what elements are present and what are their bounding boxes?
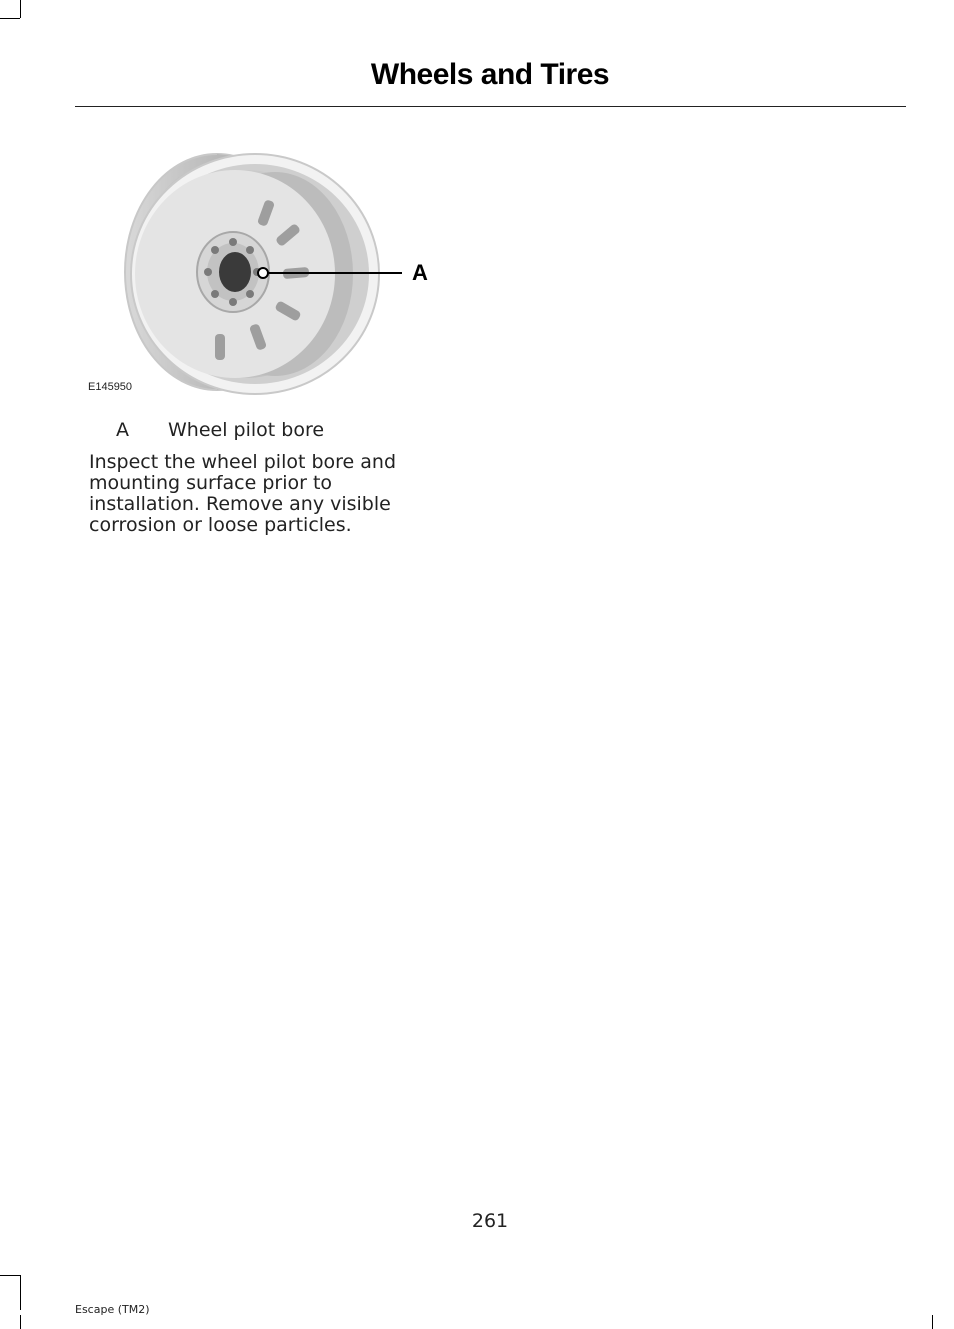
crop-mark-top-left-h [0,18,20,19]
body-paragraph: Inspect the wheel pilot bore and mounting surface prior to installation. Remove any visible corrosion or loose particles. [89,451,397,536]
crop-mark-bottom-left-v [20,1275,21,1310]
page-number: 261 [471,1210,509,1232]
crop-mark-top-left-v [20,0,21,18]
legend-key: A [116,419,129,441]
crop-mark-bottom-right-v [932,1315,933,1329]
wheel-rim-illustration [85,148,445,403]
header-rule [75,106,906,107]
crop-mark-bottom-left-v2 [20,1315,21,1329]
legend-text: Wheel pilot bore [168,419,325,441]
crop-mark-bottom-left-h [0,1275,20,1276]
callout-label-a: A [412,260,428,285]
footer-model: Escape (TM2) [75,1303,150,1316]
wheel-figure [85,148,445,403]
figure-code: E145950 [88,381,133,393]
page-title: Wheels and Tires [370,58,610,91]
